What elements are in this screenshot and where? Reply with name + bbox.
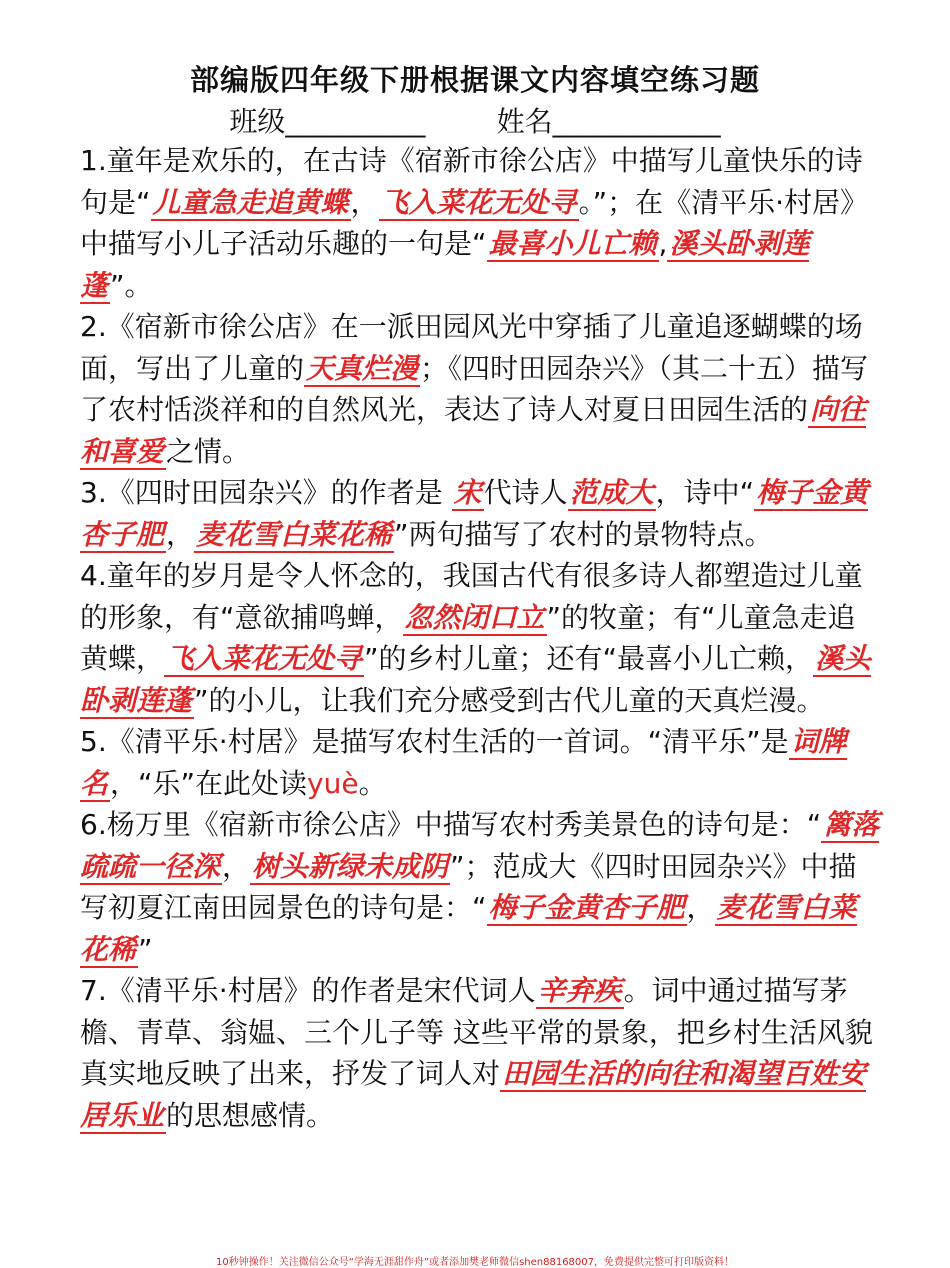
question-1 bbox=[80, 140, 880, 306]
handwritten-answer: 宋 bbox=[453, 476, 482, 509]
name-blank: ____________ bbox=[552, 105, 721, 138]
student-info-line bbox=[0, 100, 950, 140]
handwritten-answer: 篱落疏疏一径深 bbox=[80, 808, 880, 883]
handwritten-answer: 飞入菜花无处寻 bbox=[380, 185, 577, 219]
question-text: 6.杨万里《宿新市徐公店》中描写农村秀美景色的诗句是：“ bbox=[80, 808, 822, 841]
handwritten-answer: 溪头卧剥莲蓬 bbox=[80, 642, 872, 717]
handwritten-answer: 儿童急走追黄蝶 bbox=[152, 185, 349, 219]
handwritten-answer: 麦花雪白菜花稀 bbox=[80, 891, 857, 966]
question-text: 代诗人 bbox=[483, 476, 568, 509]
question-2 bbox=[80, 306, 880, 472]
question-text: ”的乡村儿童；还有“最喜小儿亡赖， bbox=[364, 642, 814, 675]
question-text: ”。 bbox=[110, 268, 153, 302]
question-text: 。 bbox=[358, 766, 387, 800]
question-text: 1.童年是欢乐的，在古诗《宿新市徐公店》中描写儿童快乐的诗句是“ bbox=[80, 144, 863, 219]
question-text: ”两句描写了农村的景物特点。 bbox=[394, 517, 773, 551]
name-label: 姓名 bbox=[496, 105, 553, 138]
handwritten-answer: 向往和喜爱 bbox=[80, 393, 867, 468]
pinyin-answer: yuè bbox=[307, 766, 359, 800]
handwritten-answer: 最喜小儿亡赖 bbox=[488, 227, 657, 260]
question-text: 。”；在《清平乐·村居》中描写小儿子活动乐趣的一句是“ bbox=[80, 185, 868, 260]
question-text: 5.《清平乐·村居》是描写农村生活的一首词。“清平乐”是 bbox=[80, 725, 789, 758]
question-text: ， bbox=[222, 849, 251, 883]
question-text: 4.童年的岁月是令人怀念的，我国古代有很多诗人都塑造过儿童的形象，有“意欲捕鸣蝉， bbox=[80, 559, 863, 634]
question-3 bbox=[80, 472, 880, 555]
question-7 bbox=[80, 970, 880, 1136]
question-text: 3.《四时田园杂兴》的作者是 bbox=[80, 476, 452, 509]
question-text: ”的牧童；有“儿童急走追黄蝶， bbox=[80, 600, 856, 675]
handwritten-answer: 梅子金黄杏子肥 bbox=[80, 476, 869, 551]
question-4 bbox=[80, 555, 880, 721]
handwritten-answer: 辛弃疾 bbox=[537, 974, 622, 1007]
handwritten-answer: 忽然闭口立 bbox=[404, 600, 545, 634]
handwritten-answer: 溪头卧剥莲蓬 bbox=[80, 227, 810, 302]
question-text: ”；范成大《四时田园杂兴》中描写初夏江南田园景色的诗句是：“ bbox=[80, 849, 857, 924]
question-text: 的思想感情。 bbox=[166, 1098, 335, 1132]
question-text: ， bbox=[166, 517, 195, 551]
question-text: ”的小儿，让我们充分感受到古代儿童的天真烂漫。 bbox=[194, 683, 825, 717]
question-6 bbox=[80, 804, 880, 970]
question-list bbox=[80, 140, 880, 1136]
handwritten-answer: 飞入菜花无处寻 bbox=[166, 642, 363, 675]
question-text: 7.《清平乐·村居》的作者是宋代词人 bbox=[80, 974, 536, 1007]
handwritten-answer: 梅子金黄杏子肥 bbox=[488, 891, 685, 924]
class-blank: __________ bbox=[285, 105, 426, 138]
class-label: 班级 bbox=[229, 105, 286, 138]
question-text: ” bbox=[138, 932, 153, 966]
question-text: 之情。 bbox=[166, 434, 251, 468]
question-text: ；《四时田园杂兴》（其二十五）描写了农村恬淡祥和的自然风光，表达了诗人对夏日田园生活的 bbox=[80, 351, 869, 426]
question-5 bbox=[80, 721, 880, 804]
handwritten-answer: 麦花雪白菜花稀 bbox=[196, 517, 393, 551]
handwritten-answer: 树头新绿未成阴 bbox=[252, 849, 449, 883]
question-text: 。词中通过描写茅檐、青草、翁媪、三个儿子等 这些平常的景象，把乡村生活风貌真实地反映了出来，抒发了词人对 bbox=[80, 974, 873, 1090]
question-text: ，“乐”在此处读 bbox=[110, 766, 308, 800]
footer-note: 10秒钟操作！关注微信公众号“学海无涯甜作舟”或者添加樊老师微信shen88168007，免费提供完整可打印版资料！ bbox=[215, 1257, 735, 1268]
page-title: 部编版四年级下册根据课文内容填空练习题 bbox=[189, 63, 760, 97]
question-text: ， bbox=[350, 185, 379, 219]
question-text: 2.《宿新市徐公店》在一派田园风光中穿插了儿童追逐蝴蝶的场面，写出了儿童的 bbox=[80, 310, 863, 385]
handwritten-answer: 天真烂漫 bbox=[306, 351, 419, 385]
handwritten-answer: 范成大 bbox=[569, 476, 654, 509]
question-text: ，诗中“ bbox=[655, 476, 755, 509]
handwritten-answer: 田园生活的向往和渴望百姓安居乐业 bbox=[80, 1057, 867, 1132]
handwritten-answer: 词牌名 bbox=[80, 725, 847, 800]
question-text: ， bbox=[686, 891, 715, 924]
question-text: , bbox=[658, 227, 668, 260]
